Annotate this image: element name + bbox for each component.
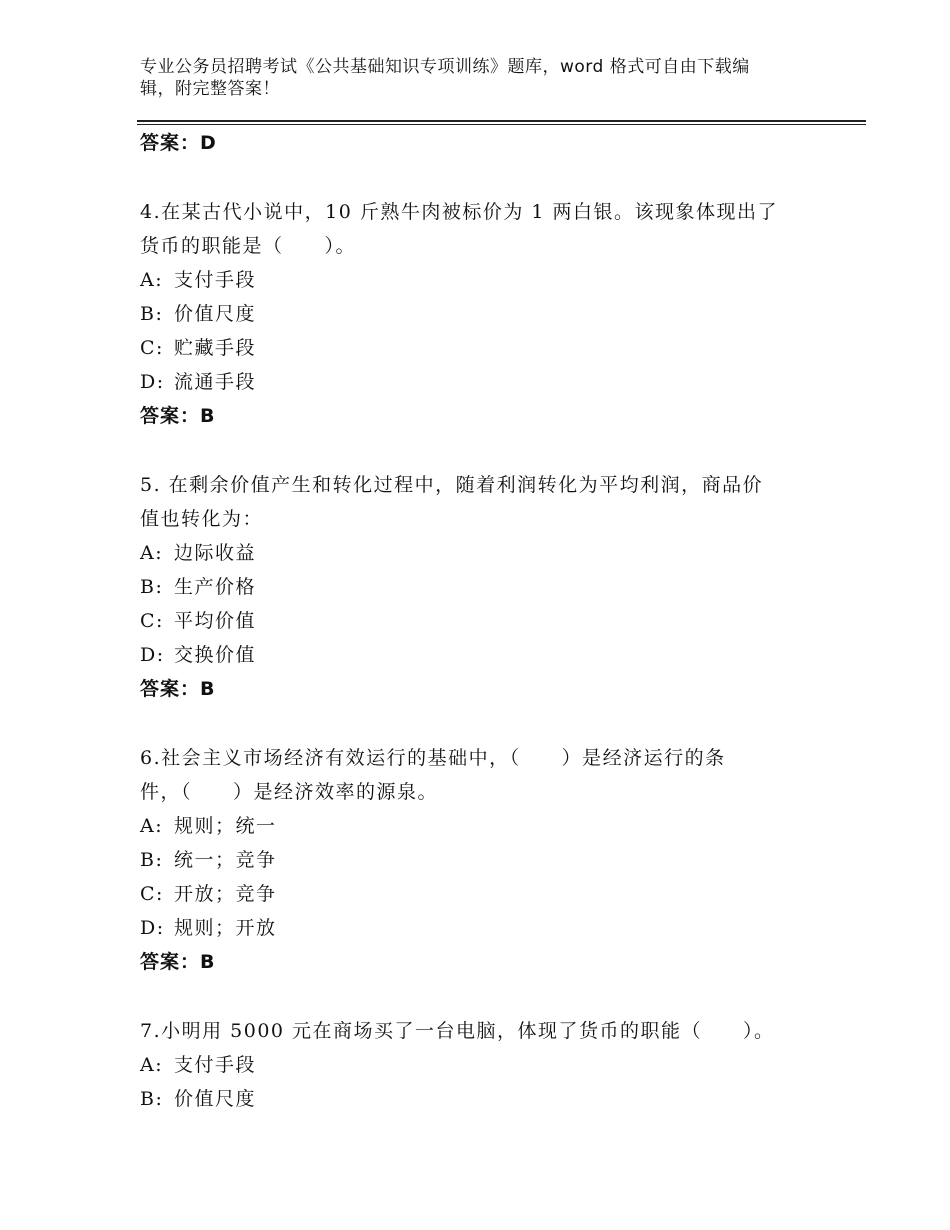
header-rule-thin [137, 124, 866, 125]
option-a [140, 1048, 820, 1082]
question-text: 值也转化为： [140, 508, 264, 530]
option-letter: A: [140, 1054, 164, 1076]
option-letter: B: [140, 849, 164, 871]
option-text: 价值尺度 [174, 303, 257, 325]
header-rule-thick [137, 120, 866, 122]
question-7 [140, 1014, 820, 1116]
header-line-2: 辑，附完整答案！ [140, 79, 280, 99]
option-text: 贮藏手段 [174, 337, 257, 359]
option-d [140, 638, 820, 672]
option-letter: C: [140, 610, 164, 632]
option-c [140, 331, 820, 365]
option-a [140, 536, 820, 570]
document-header [140, 56, 800, 100]
option-text: 统一；竞争 [174, 849, 277, 871]
option-letter: B: [140, 576, 164, 598]
question-text: 件，（ ）是经济效率的源泉。 [140, 781, 439, 803]
option-text: 开放；竞争 [174, 883, 277, 905]
option-letter: D: [140, 917, 165, 939]
question-text: 7.小明用 5000 元在商场买了一台电脑，体现了货币的职能（ ）。 [140, 1020, 775, 1042]
answer-6: 答案：B [140, 951, 216, 973]
question-text: 货币的职能是（ ）。 [140, 235, 357, 257]
option-text: 价值尺度 [174, 1088, 257, 1110]
answer-4: 答案：B [140, 405, 216, 427]
option-c [140, 877, 820, 911]
option-text: 平均价值 [174, 610, 257, 632]
option-text: 生产价格 [174, 576, 257, 598]
option-letter: A: [140, 542, 164, 564]
question-5 [140, 468, 820, 672]
option-a [140, 263, 820, 297]
option-text: 支付手段 [174, 1054, 257, 1076]
option-text: 规则；开放 [174, 917, 277, 939]
option-text: 支付手段 [174, 269, 257, 291]
option-letter: C: [140, 883, 164, 905]
option-text: 流通手段 [174, 371, 257, 393]
option-letter: A: [140, 815, 164, 837]
question-text: 6.社会主义市场经济有效运行的基础中，（ ）是经济运行的条 [140, 747, 726, 769]
answer-prev: 答案：D [140, 132, 217, 154]
option-b [140, 1082, 820, 1116]
question-4 [140, 195, 820, 399]
option-b [140, 570, 820, 604]
option-b [140, 843, 820, 877]
option-text: 规则；统一 [174, 815, 277, 837]
option-letter: A: [140, 269, 164, 291]
option-d [140, 365, 820, 399]
option-b [140, 297, 820, 331]
option-a [140, 809, 820, 843]
option-letter: B: [140, 1088, 164, 1110]
question-text: 4.在某古代小说中，10 斤熟牛肉被标价为 1 两白银。该现象体现出了 [140, 201, 779, 223]
option-text: 交换价值 [174, 644, 257, 666]
option-letter: B: [140, 303, 164, 325]
header-line-1: 专业公务员招聘考试《公共基础知识专项训练》题库，word 格式可自由下载编 [140, 57, 750, 77]
question-text: 5. 在剩余价值产生和转化过程中，随着利润转化为平均利润，商品价 [140, 474, 764, 496]
question-6 [140, 741, 820, 945]
answer-5: 答案：B [140, 678, 216, 700]
option-text: 边际收益 [174, 542, 257, 564]
option-letter: C: [140, 337, 164, 359]
option-letter: D: [140, 371, 165, 393]
option-letter: D: [140, 644, 165, 666]
option-c [140, 604, 820, 638]
option-d [140, 911, 820, 945]
